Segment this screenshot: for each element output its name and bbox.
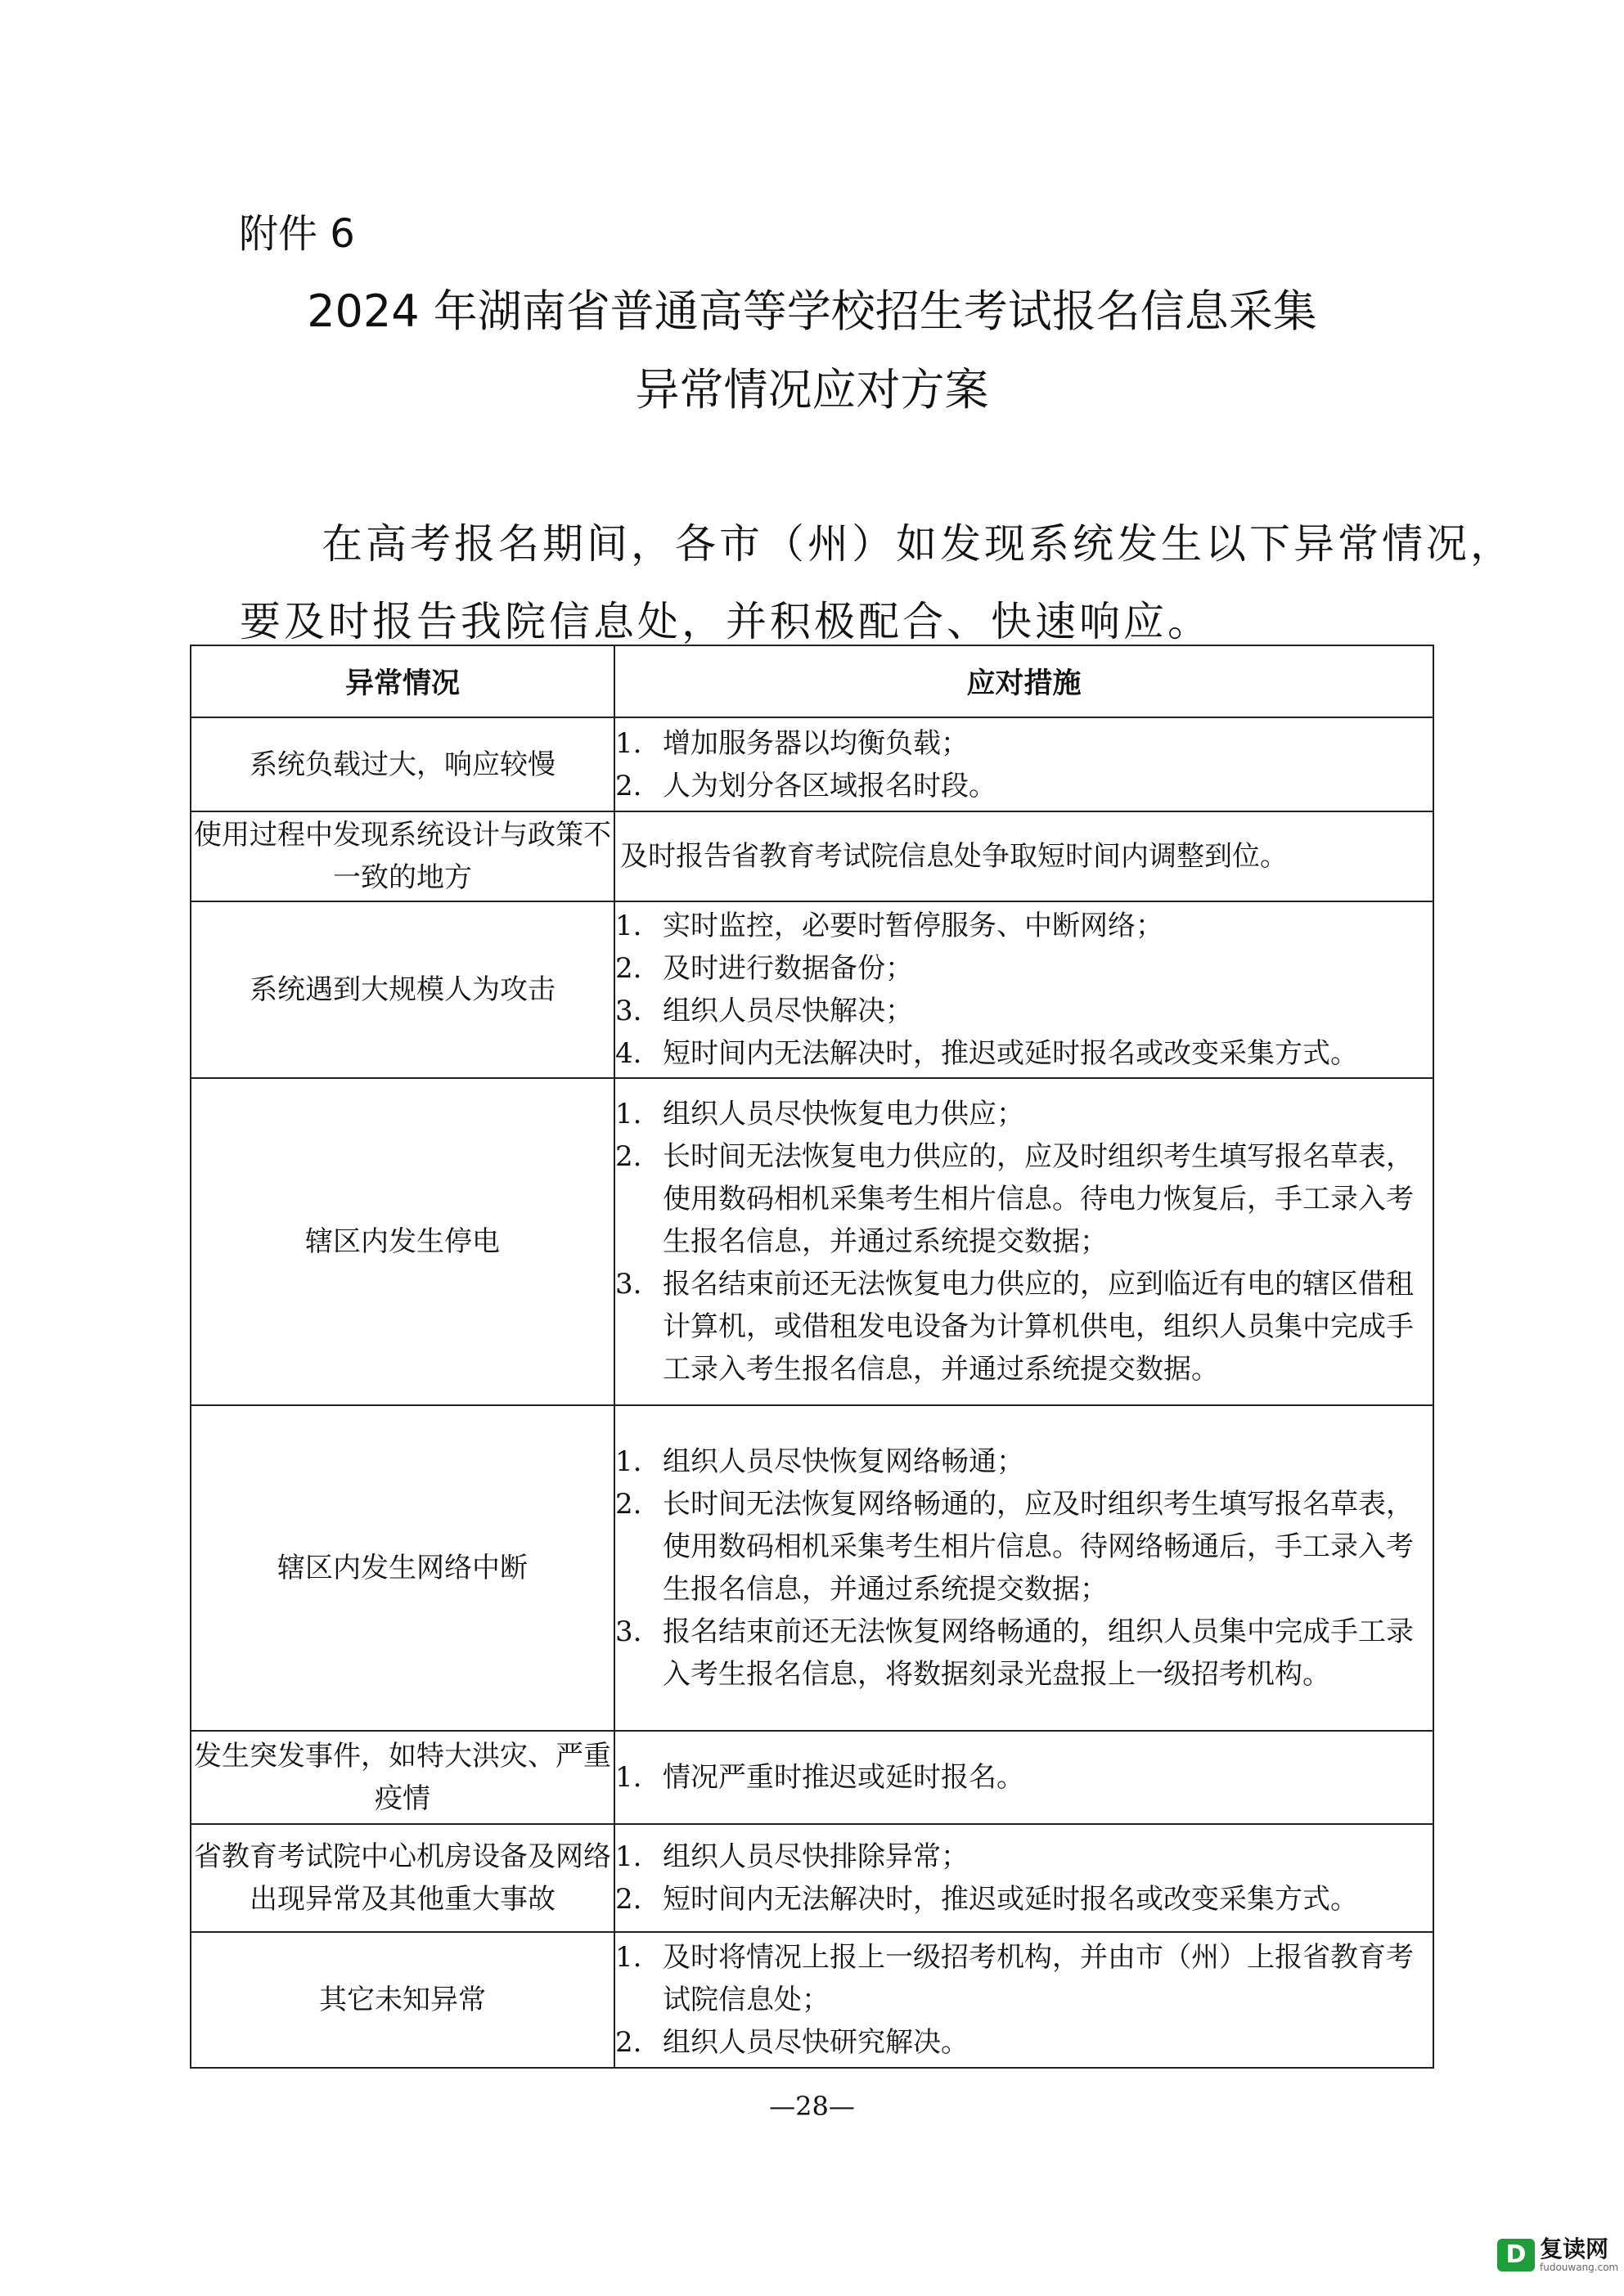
contingency-plan-table [190,645,1434,2069]
measures-cell [614,717,1433,811]
measure-text: 短时间内无法解决时，推迟或延时报名或改变采集方式。 [663,1037,1358,1070]
measure-item [615,1756,1433,1799]
measure-item [615,1032,1433,1075]
measure-number: 1. [615,1840,642,1873]
watermark-text [1540,2237,1618,2273]
measure-item [615,1936,1433,2021]
measure-text: 报名结束前还无法恢复网络畅通的，组织人员集中完成手工录入考生报名信息，将数据刻录光盘报上一级招考机构。 [663,1615,1414,1691]
table-row [191,1731,1433,1824]
measure-number: 2. [615,1883,642,1916]
table-row [191,1932,1433,2068]
measure-number: 3. [615,995,642,1027]
measure-text: 及时进行数据备份； [663,952,913,985]
table-row [191,1078,1433,1405]
measure-number: 1. [615,910,642,942]
measure-text: 组织人员尽快解决； [663,995,913,1027]
measure-item [615,990,1433,1032]
measure-number: 3. [615,1268,642,1301]
measure-text: 组织人员尽快恢复网络畅通； [663,1445,1024,1478]
condition-cell: 系统负载过大，响应较慢 [191,717,614,811]
measure-item [615,2021,1433,2064]
measures-cell [614,901,1433,1078]
condition-cell: 其它未知异常 [191,1932,614,2068]
measure-item [615,1440,1433,1483]
page-number: —28— [769,2091,855,2122]
measure-text: 情况严重时推迟或延时报名。 [663,1761,1024,1794]
table-header-row [191,645,1433,717]
measure-item [615,1878,1433,1921]
measure-number: 1. [615,1941,642,1974]
table-row [191,1405,1433,1731]
watermark-name: 复读网 [1540,2235,1609,2262]
watermark [1497,2237,1618,2273]
measure-text: 人为划分各区域报名时段。 [663,769,996,802]
condition-cell: 发生突发事件，如特大洪灾、严重疫情 [191,1731,614,1824]
measure-number: 2. [615,2026,642,2059]
condition-cell: 辖区内发生停电 [191,1078,614,1405]
measure-text: 报名结束前还无法恢复电力供应的，应到临近有电的辖区借租计算机，或借租发电设备为计算机供电，组织人员集中完成手工录入考生报名信息，并通过系统提交数据。 [663,1268,1414,1386]
table-row [191,811,1433,901]
measure-number: 4. [615,1037,642,1070]
measure-text: 长时间无法恢复电力供应的，应及时组织考生填写报名草表，使用数码相机采集考生相片信息。待电力恢复后，手工录入考生报名信息，并通过系统提交数据； [663,1140,1414,1258]
measure-text: 及时将情况上报上一级招考机构，并由市（州）上报省教育考试院信息处； [663,1941,1414,2016]
measure-text: 及时报告省教育考试院信息处争取短时间内调整到位。 [620,840,1288,873]
measure-text: 增加服务器以均衡负载； [663,726,969,760]
measure-text: 实时监控，必要时暂停服务、中断网络； [663,910,1163,942]
measure-item [615,1263,1433,1391]
intro-paragraph-line2: 要及时报告我院信息处，并积极配合、快速响应。 [240,598,1212,645]
header-condition: 异常情况 [191,645,614,717]
measure-text: 短时间内无法解决时，推迟或延时报名或改变采集方式。 [663,1883,1358,1916]
document-title-line2: 异常情况应对方案 [635,364,989,416]
header-measures: 应对措施 [614,645,1433,717]
measure-text: 组织人员尽快排除异常； [663,1840,969,1873]
measure-item [615,1611,1433,1696]
measures-cell [614,1731,1433,1824]
measure-text: 组织人员尽快恢复电力供应； [663,1098,1024,1130]
measure-item [615,722,1433,765]
table-row [191,901,1433,1078]
measures-cell [614,1932,1433,2068]
download-logo-icon: D [1497,2239,1535,2271]
intro-paragraph-line1: 在高考报名期间，各市（州）如发现系统发生以下异常情况， [322,520,1514,568]
measure-number: 1. [615,726,642,760]
measures-cell [614,1405,1433,1731]
measure-item [615,1835,1433,1878]
condition-cell: 使用过程中发现系统设计与政策不一致的地方 [191,811,614,901]
measures-cell [614,811,1433,901]
condition-cell: 省教育考试院中心机房设备及网络出现异常及其他重大事故 [191,1824,614,1932]
measure-number: 1. [615,1098,642,1130]
measure-text: 组织人员尽快研究解决。 [663,2026,969,2059]
measure-item [615,1483,1433,1611]
watermark-url: fudouwang.com [1540,2261,1619,2273]
measure-item [615,1093,1433,1135]
measure-item [615,905,1433,947]
measure-number: 1. [615,1445,642,1478]
table-row [191,717,1433,811]
measure-number: 1. [615,1761,642,1794]
measures-cell [614,1824,1433,1932]
measure-item [615,1135,1433,1263]
measure-item [615,765,1433,807]
measures-cell [614,1078,1433,1405]
measure-number: 2. [615,1140,642,1173]
condition-cell: 系统遇到大规模人为攻击 [191,901,614,1078]
measure-number: 2. [615,1488,642,1521]
table-body [191,717,1433,2068]
measure-number: 2. [615,952,642,985]
document-title-line1: 2024 年湖南省普通高等学校招生考试报名信息采集 [307,285,1317,337]
measure-number: 2. [615,769,642,802]
attachment-label: 附件 6 [239,211,355,257]
table-row [191,1824,1433,1932]
measure-text: 长时间无法恢复网络畅通的，应及时组织考生填写报名草表，使用数码相机采集考生相片信息。待网络畅通后，手工录入考生报名信息，并通过系统提交数据； [663,1488,1414,1606]
measure-number: 3. [615,1615,642,1648]
condition-cell: 辖区内发生网络中断 [191,1405,614,1731]
measure-item [615,947,1433,990]
